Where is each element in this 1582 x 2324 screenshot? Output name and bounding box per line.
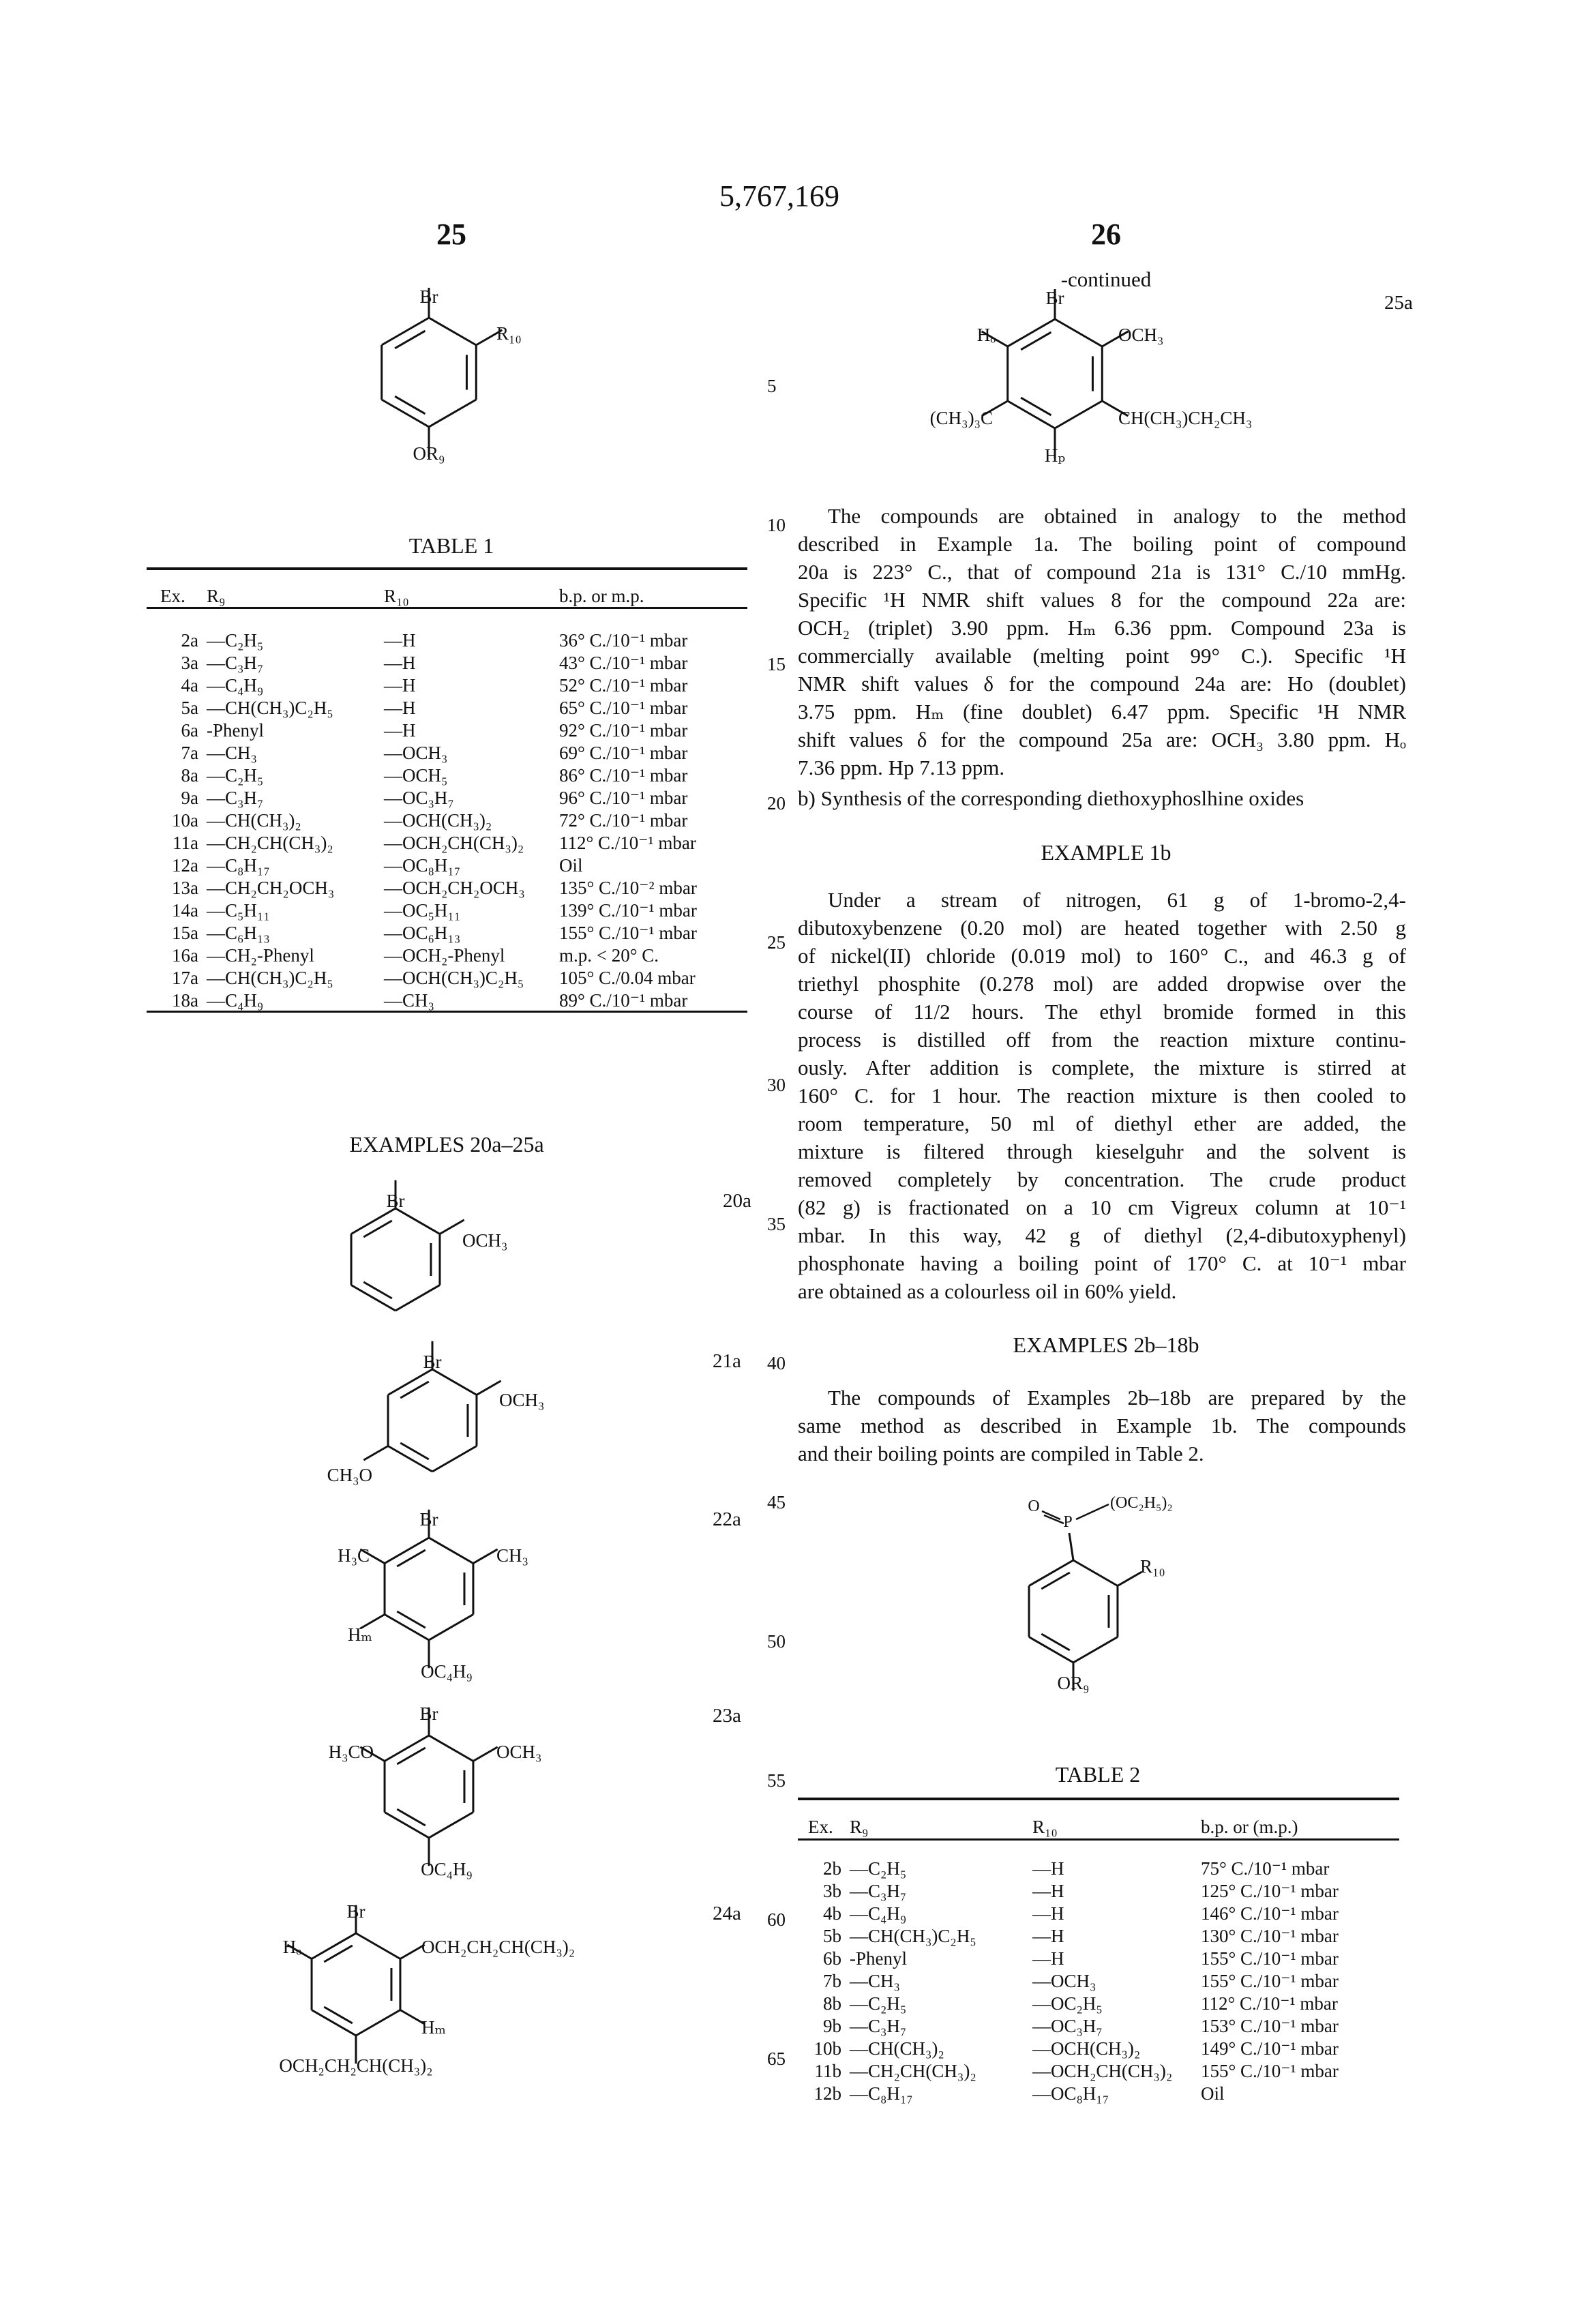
r10-cell: —H — [1032, 1948, 1201, 1970]
example-cell: 6b — [808, 1948, 850, 1970]
r10-cell: —OCH₃ — [1032, 1970, 1201, 1993]
r10-cell: —H — [384, 697, 559, 719]
line-number: 25 — [767, 932, 786, 953]
compound-id-25a: 25a — [1384, 292, 1413, 314]
r9-cell: —C₆H₁₃ — [207, 922, 384, 944]
table-row — [160, 899, 750, 922]
text-line: (82 g) is fractionated on a 10 cm Vigreux column at 10⁻¹ — [798, 1193, 1406, 1221]
example-cell: 17a — [160, 967, 207, 989]
table-row — [160, 674, 750, 697]
r10-cell: —H — [1032, 1925, 1201, 1948]
boiling-point-cell: m.p. < 20° C. — [559, 944, 750, 967]
table-row — [160, 877, 750, 899]
patent-number: 5,767,169 — [719, 179, 839, 213]
s22a-oc4h9-label: OC₄H₉ — [421, 1663, 473, 1681]
table-row — [160, 967, 750, 989]
phosphonate-o-label: O — [1028, 1498, 1039, 1515]
s25a-hp-label: Hₚ — [1045, 447, 1065, 465]
s24a-bottom-substituent-label: OCH₂CH₂CH(CH₃)₂ — [279, 2057, 432, 2075]
r10-cell: —OCH₂-Phenyl — [384, 944, 559, 967]
r9-cell: —C₄H₉ — [207, 674, 384, 697]
s24a-right-substituent-label: OCH₂CH₂CH(CH₃)₂ — [421, 1938, 575, 1956]
text-line: The compounds of Examples 2b–18b are prepared by the — [798, 1384, 1406, 1412]
s21a-och3-label: OCH₃ — [499, 1391, 544, 1410]
boiling-point-cell: 36° C./10⁻¹ mbar — [559, 629, 750, 652]
table-row — [808, 1970, 1399, 1993]
boiling-point-cell: 75° C./10⁻¹ mbar — [1201, 1858, 1399, 1880]
r9-cell: —CH₂-Phenyl — [207, 944, 384, 967]
table-row — [808, 1858, 1399, 1880]
r10-cell: —OC₂H₅ — [1032, 1993, 1201, 2015]
example-1b-heading: EXAMPLE 1b — [1041, 840, 1171, 865]
right-page-number: 26 — [1091, 217, 1121, 252]
table-row — [808, 1903, 1399, 1925]
example-cell: 16a — [160, 944, 207, 967]
r9-cell: —C₂H₅ — [207, 629, 384, 652]
s23a-oc4h9-label: OC₄H₉ — [421, 1860, 473, 1879]
example-cell: 11b — [808, 2060, 850, 2083]
example-cell: 4a — [160, 674, 207, 697]
column-header: R₁₀ — [1032, 1811, 1201, 1843]
table-row — [160, 944, 750, 967]
table-row — [160, 629, 750, 652]
r9-cell: —C₂H₅ — [850, 1993, 1032, 2015]
line-number: 65 — [767, 2049, 786, 2070]
phosphonate-p-label: P — [1063, 1514, 1072, 1530]
r10-cell: —OC₃H₇ — [1032, 2015, 1201, 2038]
column-header: Ex. — [160, 580, 207, 612]
boiling-point-cell: 112° C./10⁻¹ mbar — [1201, 1993, 1399, 2015]
r9-cell: —C₄H₉ — [207, 989, 384, 1012]
paragraph-analogy — [798, 502, 1406, 781]
s23a-h3co-label: H₃CO — [329, 1743, 374, 1761]
boiling-point-cell: 92° C./10⁻¹ mbar — [559, 719, 750, 742]
example-cell: 6a — [160, 719, 207, 742]
r10-cell: —OCH(CH₃)₂ — [384, 809, 559, 832]
text-line: shift values δ for the compound 25a are: OCH₃ 3.80 ppm. Hₒ — [798, 726, 1406, 754]
s24a-hm-label: Hₘ — [421, 2018, 446, 2037]
text-line: NMR shift values δ for the compound 24a are: Ho (doublet) — [798, 670, 1406, 698]
structure-r10-label: R₁₀ — [496, 325, 522, 343]
line-number: 35 — [767, 1214, 786, 1235]
text-line: removed completely by concentration. The crude product — [798, 1165, 1406, 1193]
text-line: process is distilled off from the reaction mixture continu- — [798, 1026, 1406, 1054]
r9-cell: —C₅H₁₁ — [207, 899, 384, 922]
structure-phosphonate-ring — [1029, 1504, 1142, 1690]
r9-cell: —C₃H₇ — [207, 652, 384, 674]
example-cell: 15a — [160, 922, 207, 944]
text-line: 160° C. for 1 hour. The reaction mixture is then cooled to — [798, 1082, 1406, 1109]
structure-25a-ring — [982, 289, 1129, 458]
s22a-br-label: Br — [420, 1510, 438, 1529]
boiling-point-cell: 155° C./10⁻¹ mbar — [1201, 2060, 1399, 2083]
text-line: ously. After addition is complete, the mixture is stirred at — [798, 1054, 1406, 1082]
example-cell: 12b — [808, 2083, 850, 2105]
table-row — [160, 719, 750, 742]
boiling-point-cell: 155° C./10⁻¹ mbar — [1201, 1948, 1399, 1970]
boiling-point-cell: 155° C./10⁻¹ mbar — [1201, 1970, 1399, 1993]
boiling-point-cell: 96° C./10⁻¹ mbar — [559, 787, 750, 809]
table-row — [808, 2015, 1399, 2038]
text-line: mbar. In this way, 42 g of diethyl (2,4-dibutoxyphenyl) — [798, 1221, 1406, 1249]
s23a-och3-label: OCH₃ — [496, 1743, 541, 1761]
synthesis-b-heading: b) Synthesis of the corresponding diethoxyphoslhine oxides — [798, 786, 1304, 811]
boiling-point-cell: 43° C./10⁻¹ mbar — [559, 652, 750, 674]
example-cell: 7a — [160, 742, 207, 764]
line-number: 20 — [767, 793, 786, 814]
s25a-tbutyl-label: (CH₃)₃C — [930, 409, 993, 428]
r9-cell: —CH(CH₃)₂ — [850, 2038, 1032, 2060]
boiling-point-cell: 153° C./10⁻¹ mbar — [1201, 2015, 1399, 2038]
column-header: R₉ — [850, 1811, 1032, 1843]
text-line: commercially available (melting point 99° C.). Specific ¹H — [798, 642, 1406, 670]
boiling-point-cell: 139° C./10⁻¹ mbar — [559, 899, 750, 922]
compound-id-23a: 23a — [713, 1705, 741, 1727]
r9-cell: —CH(CH₃)₂ — [207, 809, 384, 832]
s25a-och3-label: OCH₃ — [1118, 326, 1163, 344]
r10-cell: —OC₃H₇ — [384, 787, 559, 809]
s24a-br-label: Br — [347, 1903, 365, 1921]
table-row — [808, 1993, 1399, 2015]
boiling-point-cell: 112° C./10⁻¹ mbar — [559, 832, 750, 854]
example-cell: 10a — [160, 809, 207, 832]
example-cell: 2b — [808, 1858, 850, 1880]
r10-cell: —CH₃ — [384, 989, 559, 1012]
s25a-br-label: Br — [1046, 289, 1064, 308]
text-line: 20a is 223° C., that of compound 21a is 131° C./10 mmHg. — [798, 558, 1406, 586]
table-row — [808, 2083, 1399, 2105]
example-cell: 9a — [160, 787, 207, 809]
r9-cell: —C₈H₁₇ — [850, 2083, 1032, 2105]
structure-top-ring — [382, 288, 503, 457]
table-header-row — [808, 1811, 1399, 1843]
example-cell: 7b — [808, 1970, 850, 1993]
r9-cell: —C₃H₇ — [850, 2015, 1032, 2038]
boiling-point-cell: 65° C./10⁻¹ mbar — [559, 697, 750, 719]
line-number: 45 — [767, 1492, 786, 1513]
text-line: Specific ¹H NMR shift values 8 for the compound 22a are: — [798, 586, 1406, 614]
table2-top-rule — [798, 1798, 1399, 1800]
boiling-point-cell: 89° C./10⁻¹ mbar — [559, 989, 750, 1012]
column-header: R₁₀ — [384, 580, 559, 612]
text-line: course of 11/2 hours. The ethyl bromide formed in this — [798, 998, 1406, 1026]
r10-cell: —OCH₂CH₂OCH₃ — [384, 877, 559, 899]
s22a-h3c-label: H₃C — [338, 1547, 370, 1565]
table-row — [160, 652, 750, 674]
s21a-br-label: Br — [423, 1353, 442, 1371]
line-number: 50 — [767, 1631, 786, 1652]
r9-cell: —CH₃ — [850, 1970, 1032, 1993]
boiling-point-cell: 130° C./10⁻¹ mbar — [1201, 1925, 1399, 1948]
examples-20a-25a-heading: EXAMPLES 20a–25a — [349, 1132, 543, 1157]
structure-20a-ring — [351, 1180, 464, 1311]
r10-cell: —OCH₃ — [384, 742, 559, 764]
text-line: Under a stream of nitrogen, 61 g of 1-bromo-2,4- — [798, 886, 1406, 914]
column-header: Ex. — [808, 1811, 850, 1843]
boiling-point-cell: 69° C./10⁻¹ mbar — [559, 742, 750, 764]
r9-cell: —C₂H₅ — [207, 764, 384, 787]
compound-id-21a: 21a — [713, 1350, 741, 1373]
r10-cell: —H — [384, 629, 559, 652]
text-line: The compounds are obtained in analogy to the method — [798, 502, 1406, 530]
table2 — [808, 1811, 1399, 2105]
r9-cell: —CH(CH₃)C₂H₅ — [207, 697, 384, 719]
example-cell: 5a — [160, 697, 207, 719]
example-cell: 11a — [160, 832, 207, 854]
table-row — [160, 809, 750, 832]
r10-cell: —OCH(CH₃)₂ — [1032, 2038, 1201, 2060]
column-header: b.p. or (m.p.) — [1201, 1811, 1399, 1843]
table-row — [160, 922, 750, 944]
table-row — [808, 1880, 1399, 1903]
table-row — [160, 787, 750, 809]
structure-22a-ring — [360, 1510, 497, 1669]
example-cell: 14a — [160, 899, 207, 922]
column-header: R₉ — [207, 580, 384, 612]
compound-id-24a: 24a — [713, 1903, 741, 1925]
examples-2b-18b-heading: EXAMPLES 2b–18b — [1013, 1332, 1199, 1358]
table-row — [160, 742, 750, 764]
text-line: are obtained as a colourless oil in 60% yield. — [798, 1277, 1406, 1305]
s20a-br-label: Br — [387, 1192, 405, 1210]
r10-cell: —OC₈H₁₇ — [384, 854, 559, 877]
r10-cell: —H — [1032, 1858, 1201, 1880]
text-line: OCH₂ (triplet) 3.90 ppm. Hₘ 6.36 ppm. Compound 23a is — [798, 614, 1406, 642]
boiling-point-cell: 155° C./10⁻¹ mbar — [559, 922, 750, 944]
r10-cell: —OC₆H₁₃ — [384, 922, 559, 944]
example-cell: 4b — [808, 1903, 850, 1925]
r9-cell: —C₈H₁₇ — [207, 854, 384, 877]
text-line: 7.36 ppm. Hp 7.13 ppm. — [798, 754, 1406, 781]
boiling-point-cell: 105° C./0.04 mbar — [559, 967, 750, 989]
r10-cell: —H — [384, 719, 559, 742]
r9-cell: —CH₃ — [207, 742, 384, 764]
table-row — [808, 2060, 1399, 2083]
s24a-ho-label: Hₒ — [283, 1938, 301, 1956]
boiling-point-cell: Oil — [1201, 2083, 1399, 2105]
table-row — [160, 697, 750, 719]
column-header: b.p. or m.p. — [559, 580, 750, 612]
line-number: 40 — [767, 1353, 786, 1374]
table-row — [808, 1948, 1399, 1970]
compound-id-22a: 22a — [713, 1508, 741, 1531]
paragraph-examples-2b-18b — [798, 1384, 1406, 1468]
text-line: mixture is filtered through kieselguhr and the solvent is — [798, 1137, 1406, 1165]
paragraph-example-1b — [798, 886, 1406, 1305]
table-row — [160, 854, 750, 877]
line-number: 5 — [767, 376, 777, 397]
boiling-point-cell: Oil — [559, 854, 750, 877]
line-number: 60 — [767, 1909, 786, 1931]
r9-cell: —C₄H₉ — [850, 1903, 1032, 1925]
r9-cell: —CH₂CH₂OCH₃ — [207, 877, 384, 899]
phosphonate-oet-label: (OC₂H₅)₂ — [1110, 1495, 1173, 1511]
r9-cell: -Phenyl — [850, 1948, 1032, 1970]
table-row — [160, 989, 750, 1012]
example-cell: 10b — [808, 2038, 850, 2060]
text-line: phosphonate having a boiling point of 170° C. at 10⁻¹ mbar — [798, 1249, 1406, 1277]
left-page-number: 25 — [436, 217, 466, 252]
spacer — [160, 612, 750, 629]
line-number: 55 — [767, 1770, 786, 1791]
s21a-ch3o-label: CH₃O — [327, 1466, 372, 1485]
example-cell: 13a — [160, 877, 207, 899]
r10-cell: —H — [384, 674, 559, 697]
table1-title: TABLE 1 — [409, 533, 494, 558]
table-header-row — [160, 580, 750, 612]
r10-cell: —OC₅H₁₁ — [384, 899, 559, 922]
structure-24a-ring — [287, 1905, 424, 2064]
table1-top-rule — [147, 567, 747, 570]
text-line: 3.75 ppm. Hₘ (fine doublet) 6.47 ppm. Specific ¹H NMR — [798, 698, 1406, 726]
example-cell: 3b — [808, 1880, 850, 1903]
example-cell: 8b — [808, 1993, 850, 2015]
table-row — [808, 2038, 1399, 2060]
spacer — [808, 1843, 1399, 1858]
s25a-ho-label: Hₒ — [977, 326, 996, 344]
structure-br-label: Br — [420, 288, 438, 306]
table-row — [160, 764, 750, 787]
text-line: triethyl phosphite (0.278 mol) are added dropwise over the — [798, 970, 1406, 998]
text-line: and their boiling points are compiled in Table 2. — [798, 1440, 1406, 1468]
r10-cell: —OCH₂CH(CH₃)₂ — [384, 832, 559, 854]
s22a-hm-label: Hₘ — [348, 1626, 372, 1644]
compound-id-20a: 20a — [723, 1190, 751, 1212]
line-number: 30 — [767, 1075, 786, 1096]
r10-cell: —H — [384, 652, 559, 674]
table1 — [160, 580, 750, 1012]
boiling-point-cell: 72° C./10⁻¹ mbar — [559, 809, 750, 832]
s20a-och3-label: OCH₃ — [462, 1232, 507, 1250]
s23a-br-label: Br — [420, 1705, 438, 1723]
structure-or9-label: OR₉ — [413, 445, 445, 463]
r9-cell: —C₃H₇ — [207, 787, 384, 809]
s25a-sbutyl-label: CH(CH₃)CH₂CH₃ — [1118, 409, 1252, 428]
text-line: of nickel(II) chloride (0.019 mol) to 160° C., and 46.3 g of — [798, 942, 1406, 970]
r9-cell: -Phenyl — [207, 719, 384, 742]
phosphonate-or9-label: OR₉ — [1058, 1674, 1090, 1693]
text-line: dibutoxybenzene (0.20 mol) are heated together with 2.50 g — [798, 914, 1406, 942]
table2-title: TABLE 2 — [1056, 1762, 1141, 1787]
example-cell: 5b — [808, 1925, 850, 1948]
continued-label: -continued — [1061, 267, 1152, 292]
r10-cell: —OCH₅ — [384, 764, 559, 787]
r10-cell: —OCH(CH₃)C₂H₅ — [384, 967, 559, 989]
boiling-point-cell: 146° C./10⁻¹ mbar — [1201, 1903, 1399, 1925]
line-number: 15 — [767, 654, 786, 675]
example-cell: 9b — [808, 2015, 850, 2038]
r9-cell: —CH₂CH(CH₃)₂ — [850, 2060, 1032, 2083]
phosphonate-r10-label: R₁₀ — [1140, 1558, 1165, 1576]
r9-cell: —CH(CH₃)C₂H₅ — [850, 1925, 1032, 1948]
r9-cell: —CH₂CH(CH₃)₂ — [207, 832, 384, 854]
example-cell: 2a — [160, 629, 207, 652]
example-cell: 8a — [160, 764, 207, 787]
table-row — [808, 1925, 1399, 1948]
r9-cell: —CH(CH₃)C₂H₅ — [207, 967, 384, 989]
boiling-point-cell: 86° C./10⁻¹ mbar — [559, 764, 750, 787]
text-line: described in Example 1a. The boiling point of compound — [798, 530, 1406, 558]
boiling-point-cell: 149° C./10⁻¹ mbar — [1201, 2038, 1399, 2060]
line-number: 10 — [767, 515, 786, 536]
table-row — [160, 832, 750, 854]
r10-cell: —H — [1032, 1880, 1201, 1903]
r9-cell: —C₂H₅ — [850, 1858, 1032, 1880]
r10-cell: —OCH₂CH(CH₃)₂ — [1032, 2060, 1201, 2083]
text-line: same method as described in Example 1b. The compounds — [798, 1412, 1406, 1440]
text-line: room temperature, 50 ml of diethyl ether are added, the — [798, 1109, 1406, 1137]
structure-23a-ring — [360, 1708, 497, 1866]
boiling-point-cell: 125° C./10⁻¹ mbar — [1201, 1880, 1399, 1903]
example-cell: 3a — [160, 652, 207, 674]
r10-cell: —OC₈H₁₇ — [1032, 2083, 1201, 2105]
example-cell: 12a — [160, 854, 207, 877]
s22a-ch3-label: CH₃ — [496, 1547, 528, 1565]
r10-cell: —H — [1032, 1903, 1201, 1925]
example-cell: 18a — [160, 989, 207, 1012]
r9-cell: —C₃H₇ — [850, 1880, 1032, 1903]
boiling-point-cell: 52° C./10⁻¹ mbar — [559, 674, 750, 697]
boiling-point-cell: 135° C./10⁻² mbar — [559, 877, 750, 899]
